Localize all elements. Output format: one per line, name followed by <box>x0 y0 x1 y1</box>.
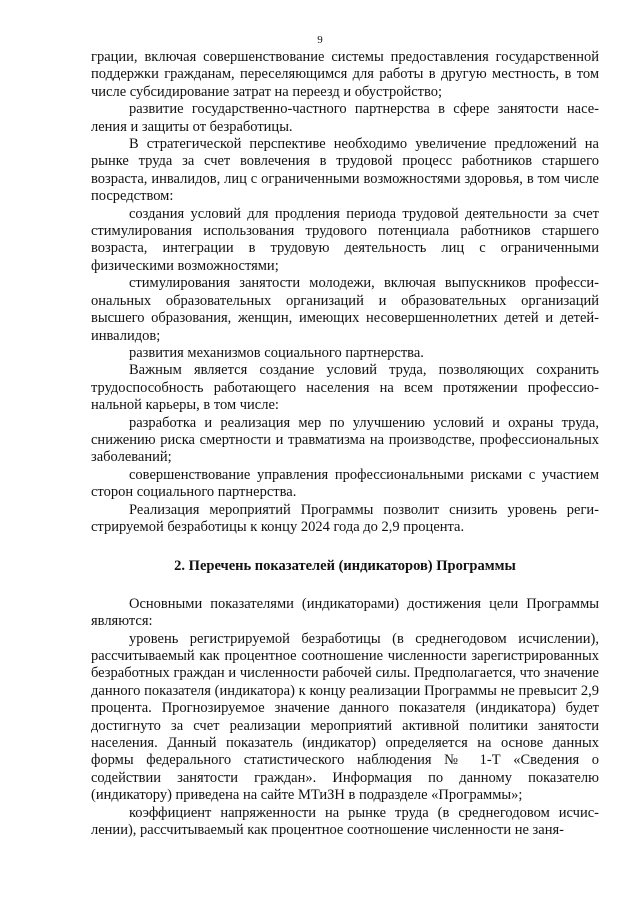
paragraph-unemployment-rate: уровень регистрируемой безработицы (в среднегодовом исчислении), рассчитываемый как процентное соотношение численности зарегистрированных безработных граждан и численности рабочей силы. Предполагается, что значение данного показателя (индикатора) к концу реализации Программы не превысит 2,9 процента. Прогнозируемое значение данного показателя (индикатора) будет достигнуто за счет реализации мероприятий активной политики занятости населения. Данный показатель (индикатор) определяется на основе данных формы федерального статистического наблюдения № 1-Т «Сведения о содействии занятости граждан». Информация по данному показателю (индикатору) приведена на сайте МТиЗН в подразделе «Программы»; <box>91 630 599 804</box>
paragraph-main-indicators: Основными показателями (индикаторами) достижения цели Программы являются: <box>91 595 599 630</box>
paragraph-working-conditions: Важным является создание условий труда, позволяющих сохранить трудоспособность работающего населения на всем протяжении профессиональной карьеры, в том числе: <box>91 362 599 414</box>
paragraph-risk-management: совершенствование управления профессиональными рисками с участием сторон социального партнерства. <box>91 466 599 501</box>
paragraph-youth-employment: стимулирования занятости молодежи, включая выпускников профессиональных образовательных организаций и образовательных организаций высшего образования, женщин, имеющих несовершеннолетних детей и детей-инвалидов; <box>91 275 599 344</box>
document-body <box>91 49 599 839</box>
paragraph-strategic-perspective: В стратегической перспективе необходимо увеличение предложений на рынке труда за счет вовлечения в трудовой процесс работников старшего возраста, инвалидов, лиц с ограниченными возможностями здоровья, в том числе посредством: <box>91 136 599 205</box>
paragraph-labor-safety: разработка и реализация мер по улучшению условий и охраны труда, снижению риска смертности и травматизма на производстве, профессиональных заболеваний; <box>91 414 599 466</box>
paragraph-program-result: Реализация мероприятий Программы позволит снизить уровень регистрируемой безработицы к концу 2024 года до 2,9 процента. <box>91 501 599 535</box>
paragraph-extend-working-period: создания условий для продления периода трудовой деятельности за счет стимулирования использования трудового потенциала работников старшего возраста, интеграции в трудовую деятельность лиц с ограниченными физическими возможностями; <box>91 205 599 274</box>
paragraph-tension-coefficient: коэффициент напряженности на рынке труда (в среднегодовом исчислении), рассчитываемый как процентное соотношение численности не заня- <box>91 804 599 839</box>
paragraph-public-private-partnership: развитие государственно-частного партнерства в сфере занятости населения и защиты от безработицы. <box>91 101 599 135</box>
section-heading: 2. Перечень показателей (индикаторов) Программы <box>174 558 516 575</box>
paragraph-social-partnership: развития механизмов социального партнерства. <box>129 344 424 361</box>
page-number: 9 <box>317 34 323 46</box>
paragraph-migration-support: грации, включая совершенствование системы предоставления государственной поддержки гражданам, переселяющимся для работы в другую местность, в том числе субсидирование затрат на переезд и обустройство; <box>91 49 599 100</box>
